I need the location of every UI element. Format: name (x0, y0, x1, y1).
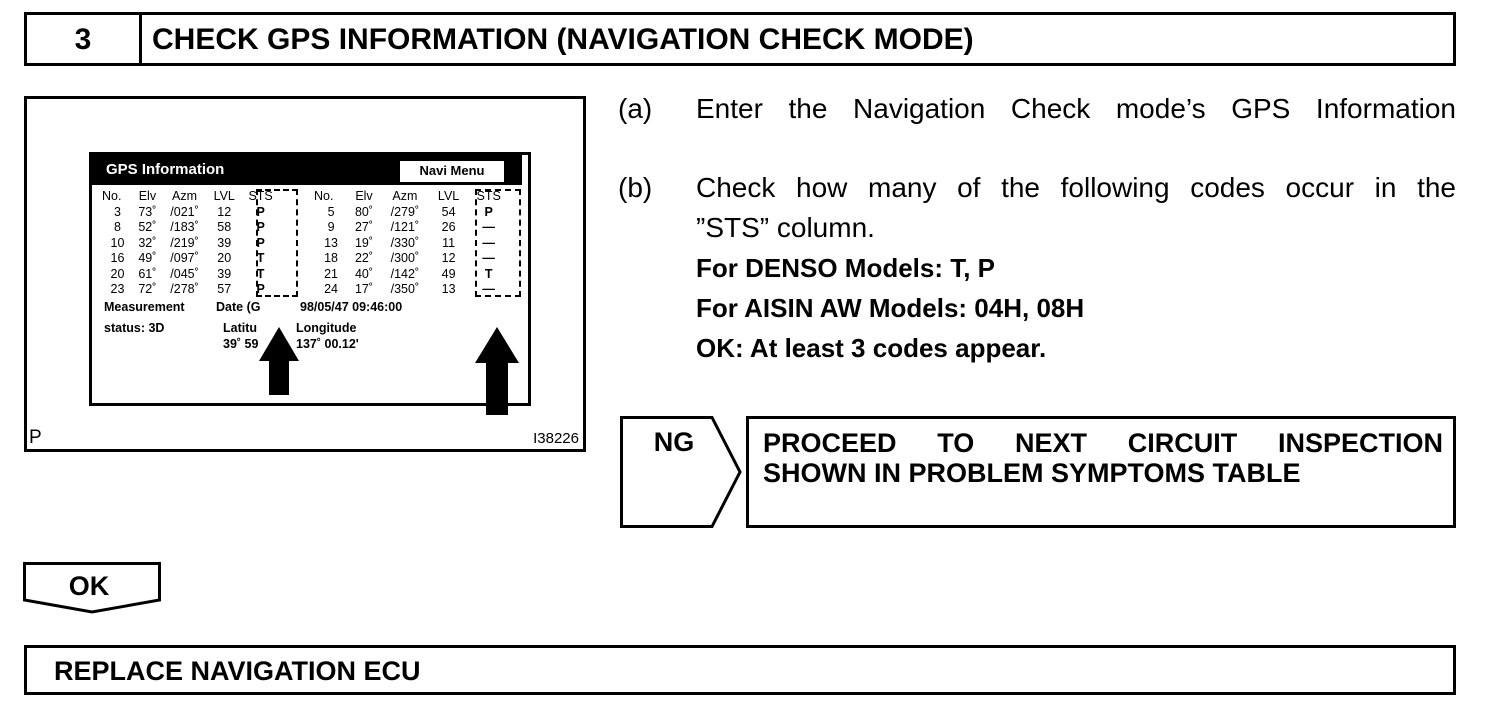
column-header: LVL (437, 189, 460, 203)
figure-code: I38226 (533, 430, 579, 447)
table-cell: 58 (217, 220, 232, 234)
table-row (102, 205, 280, 221)
figure-corner-label: P (29, 427, 42, 448)
table-row (102, 282, 280, 298)
result-box (24, 645, 1456, 695)
table-cell: 5 (327, 204, 335, 219)
table-cell: 12 (441, 251, 456, 265)
column-header: LVL (213, 189, 235, 203)
table-cell: /300˚ (390, 251, 420, 265)
table-cell: 20 (217, 251, 232, 265)
table-cell: 17˚ (354, 282, 374, 296)
latitude-value: 39˚ 59 (223, 337, 259, 351)
ng-action-text (763, 428, 1443, 488)
table-cell: /021˚ (170, 204, 199, 219)
step-a-text: Enter the Navigation Check mode’s GPS Information (696, 93, 1456, 124)
step-title: CHECK GPS INFORMATION (NAVIGATION CHECK MODE) (152, 23, 974, 56)
table-cell: 49˚ (138, 251, 157, 265)
ng-label: NG (653, 427, 695, 457)
measurement-label: Measurement (104, 300, 185, 314)
table-cell: 12 (217, 204, 232, 219)
table-cell: — (482, 220, 495, 234)
table-cell: /121˚ (390, 220, 420, 234)
table-header-left (102, 189, 280, 205)
table-cell: 9 (327, 220, 335, 234)
table-cell: T (484, 266, 493, 281)
screen-title: GPS Information (106, 161, 225, 178)
sts-column-highlight-right (475, 189, 521, 297)
step-b-text-line1: Check how many of the following codes occur in the (696, 172, 1456, 203)
table-cell: 8 (114, 220, 121, 234)
table-cell: 26 (441, 220, 456, 234)
arrow-up-icon (259, 327, 299, 395)
gps-info-screen (89, 152, 531, 406)
screen-title-bar (92, 155, 522, 185)
table-cell: 22˚ (354, 251, 374, 265)
table-cell: 39 (217, 266, 232, 281)
date-value: 98/05/47 09:46:00 (300, 300, 403, 314)
table-cell: 49 (441, 266, 456, 281)
table-cell: P (256, 204, 265, 219)
table-cell: /279˚ (390, 204, 420, 219)
table-cell: — (482, 282, 495, 296)
result-text: REPLACE NAVIGATION ECU (54, 656, 421, 686)
step-a-label: (a) (618, 93, 653, 124)
step-number: 3 (27, 15, 142, 63)
column-header: No. (102, 189, 122, 203)
table-cell: 57 (217, 282, 232, 296)
table-cell: P (256, 220, 265, 234)
step-header (24, 12, 1456, 66)
column-header: Elv (138, 189, 157, 203)
table-cell: /045˚ (170, 266, 199, 281)
table-cell: 3 (114, 204, 121, 219)
table-cell: 13 (324, 235, 339, 250)
ok-condition: OK: At least 3 codes appear. (696, 333, 1047, 363)
table-cell: T (256, 266, 265, 281)
aisin-codes: For AISIN AW Models: 04H, 08H (696, 293, 1085, 323)
table-cell: 72˚ (138, 282, 157, 296)
table-cell: 73˚ (138, 204, 157, 219)
denso-codes: For DENSO Models: T, P (696, 253, 996, 283)
ok-label: OK (68, 571, 110, 601)
table-cell: /142˚ (390, 266, 420, 281)
ng-action-line2: SHOWN IN PROBLEM SYMPTOMS TABLE (763, 458, 1301, 488)
table-cell: 80˚ (354, 204, 374, 219)
column-header: No. (314, 189, 334, 203)
ok-branch-tag (23, 562, 161, 614)
table-cell: 23 (110, 282, 125, 296)
table-cell: P (484, 204, 493, 219)
table-cell: 24 (324, 282, 339, 296)
table-cell: 11 (442, 235, 456, 250)
latitude-label: Latitu (223, 321, 258, 335)
table-row (102, 251, 280, 267)
table-cell: 27˚ (354, 220, 374, 234)
table-cell: P (256, 282, 265, 296)
column-header: Elv (355, 189, 373, 203)
table-cell: P (256, 235, 265, 250)
table-cell: 18 (324, 251, 339, 265)
table-cell: — (482, 235, 495, 250)
table-cell: 21 (324, 266, 339, 281)
ng-action-line1: PROCEED TO NEXT CIRCUIT INSPECTION (763, 428, 1443, 458)
table-cell: — (482, 251, 495, 265)
table-cell: /183˚ (170, 220, 199, 234)
table-cell: /350˚ (390, 282, 420, 296)
table-cell: /278˚ (170, 282, 199, 296)
table-cell: 19˚ (354, 235, 374, 250)
column-header: Azm (172, 189, 198, 203)
satellite-table-left (102, 189, 280, 298)
table-cell: 10 (110, 235, 125, 250)
column-header: Azm (392, 189, 418, 203)
status-label: status: 3D (104, 321, 165, 335)
table-cell: 20 (110, 266, 125, 281)
navi-menu-button[interactable]: Navi Menu (399, 160, 505, 183)
table-cell: 52˚ (138, 220, 157, 234)
longitude-value: 137˚ 00.12' (296, 337, 359, 351)
table-cell: /330˚ (390, 235, 420, 250)
ng-action-box (746, 416, 1456, 528)
table-cell: 32˚ (138, 235, 157, 250)
table-cell: 16 (110, 251, 125, 265)
table-row (102, 220, 280, 236)
step-b-label: (b) (618, 172, 653, 203)
table-cell: T (256, 251, 265, 265)
date-label: Date (G (216, 300, 261, 314)
table-row (102, 236, 280, 252)
step-b-text-line2: ”STS” column. (696, 212, 875, 243)
arrow-up-icon (475, 327, 519, 415)
column-header: STS (476, 189, 501, 203)
sts-column-highlight-left (256, 189, 298, 297)
table-cell: 39 (217, 235, 232, 250)
ng-branch-tag (620, 416, 742, 528)
table-row (102, 267, 280, 283)
table-cell: /219˚ (170, 235, 199, 250)
longitude-label: Longitude (296, 321, 357, 335)
table-cell: /097˚ (170, 251, 199, 265)
gps-screen-illustration (24, 96, 586, 452)
table-cell: 61˚ (138, 266, 157, 281)
table-cell: 13 (441, 282, 456, 296)
table-cell: 40˚ (354, 266, 374, 281)
column-header: STS (248, 189, 273, 203)
table-cell: 54 (441, 204, 456, 219)
